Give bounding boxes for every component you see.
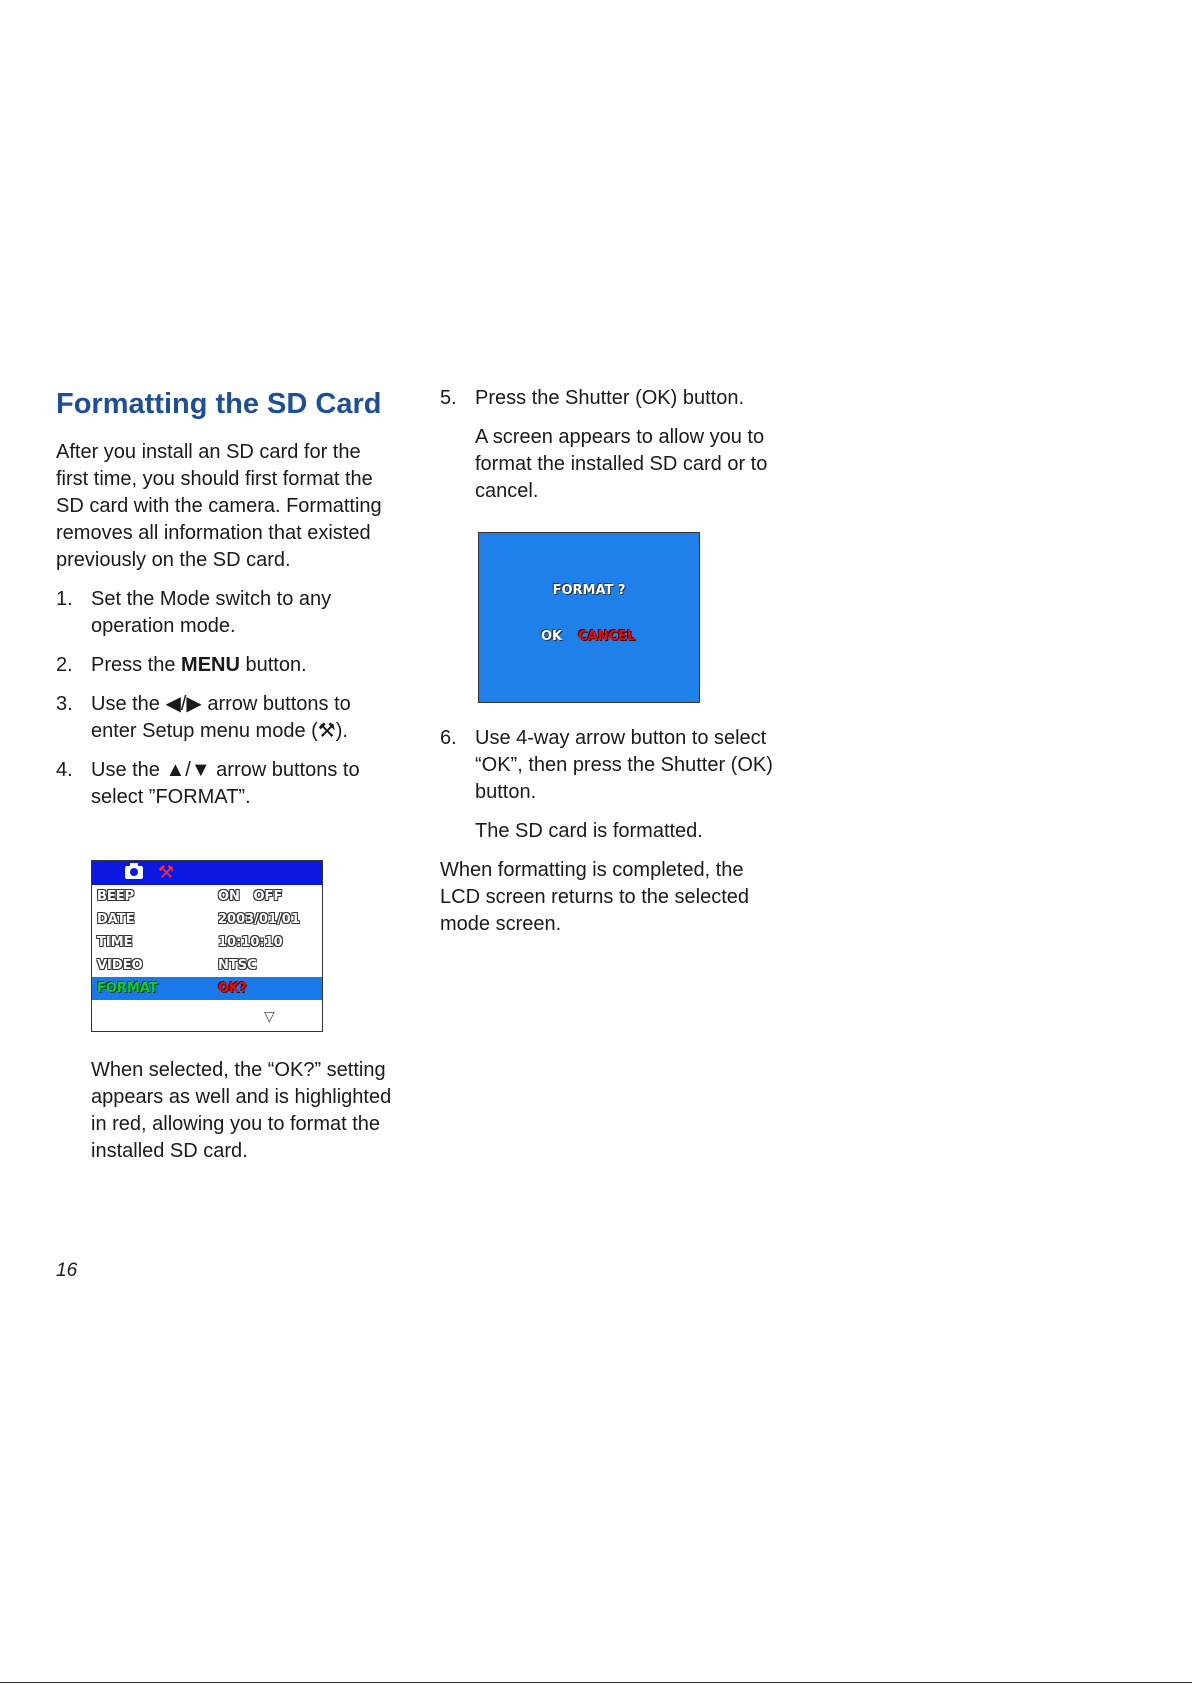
page-number: 16 xyxy=(56,1260,78,1281)
setup-tools-icon: ⚒ xyxy=(158,862,175,883)
menu-value: NTSC xyxy=(218,958,257,973)
step-1 xyxy=(56,586,396,640)
step-4-note: When selected, the “OK?” setting appears as well and is highlighted in red, allowing you to format the installed SD card. xyxy=(91,1059,392,1162)
step-6-note: The SD card is formatted. xyxy=(475,820,703,842)
menu-value: OK? xyxy=(218,981,247,996)
step-text-post: button. xyxy=(239,654,307,676)
step-number: 1. xyxy=(56,588,73,610)
step-text: Press the Shutter (OK) button. xyxy=(475,387,745,409)
step-text xyxy=(91,652,396,679)
page-title: Formatting the SD Card xyxy=(56,388,382,420)
menu-key: BEEP xyxy=(97,889,135,904)
format-ok-option: OK xyxy=(541,629,563,644)
step-number: 4. xyxy=(56,759,73,781)
menu-row-video xyxy=(92,954,322,977)
menu-key: DATE xyxy=(97,912,135,927)
step-4 xyxy=(56,757,396,811)
step-text-pre: Press the xyxy=(91,654,182,676)
right-column-lower xyxy=(440,725,780,950)
format-question: FORMAT ? xyxy=(552,583,626,598)
step-3 xyxy=(56,691,396,745)
left-column xyxy=(56,385,396,823)
menu-row-format-selected xyxy=(92,977,322,1000)
menu-row-time xyxy=(92,931,322,954)
step-5-note: A screen appears to allow you to format the installed SD card or to cancel. xyxy=(475,426,768,502)
step-text: Use the ▲/▼ arrow buttons to select ”FORMAT”. xyxy=(91,759,360,808)
camera-icon xyxy=(125,866,143,879)
step-number: 2. xyxy=(56,654,73,676)
intro-paragraph: After you install an SD card for the first time, you should first format the SD card with the camera. Formatting removes all information that existed previously on the SD card. xyxy=(56,441,382,571)
menu-value: ON OFF xyxy=(218,889,283,904)
step-5 xyxy=(440,385,780,412)
step-number: 5. xyxy=(440,387,457,409)
menu-button-label: MENU xyxy=(181,654,240,676)
menu-value: 10:10:10 xyxy=(218,935,283,950)
step-number: 3. xyxy=(56,693,73,715)
menu-key: FORMAT xyxy=(97,981,158,996)
menu-row-date xyxy=(92,908,322,931)
menu-key: VIDEO xyxy=(97,958,143,973)
step-number: 6. xyxy=(440,727,457,749)
menu-value: 2003/01/01 xyxy=(218,912,300,927)
menu-row-beep xyxy=(92,885,322,908)
step-text: Set the Mode switch to any operation mode. xyxy=(91,588,332,637)
step-text: Use 4-way arrow button to select “OK”, then press the Shutter (OK) button. xyxy=(475,727,773,803)
format-cancel-option: CANCEL xyxy=(578,629,636,644)
format-confirm-screen xyxy=(478,532,700,703)
menu-header xyxy=(92,861,322,885)
step-6 xyxy=(440,725,780,806)
bottom-rule xyxy=(0,1682,1192,1683)
setup-menu-screen xyxy=(91,860,323,1032)
closing-paragraph: When formatting is completed, the LCD screen returns to the selected mode screen. xyxy=(440,859,750,935)
scroll-down-icon: ▽ xyxy=(264,1009,275,1025)
step-text: Use the ◀/▶ arrow buttons to enter Setup menu mode (⚒). xyxy=(91,693,351,742)
right-column xyxy=(440,385,780,517)
step-2 xyxy=(56,652,396,679)
menu-key: TIME xyxy=(97,935,133,950)
